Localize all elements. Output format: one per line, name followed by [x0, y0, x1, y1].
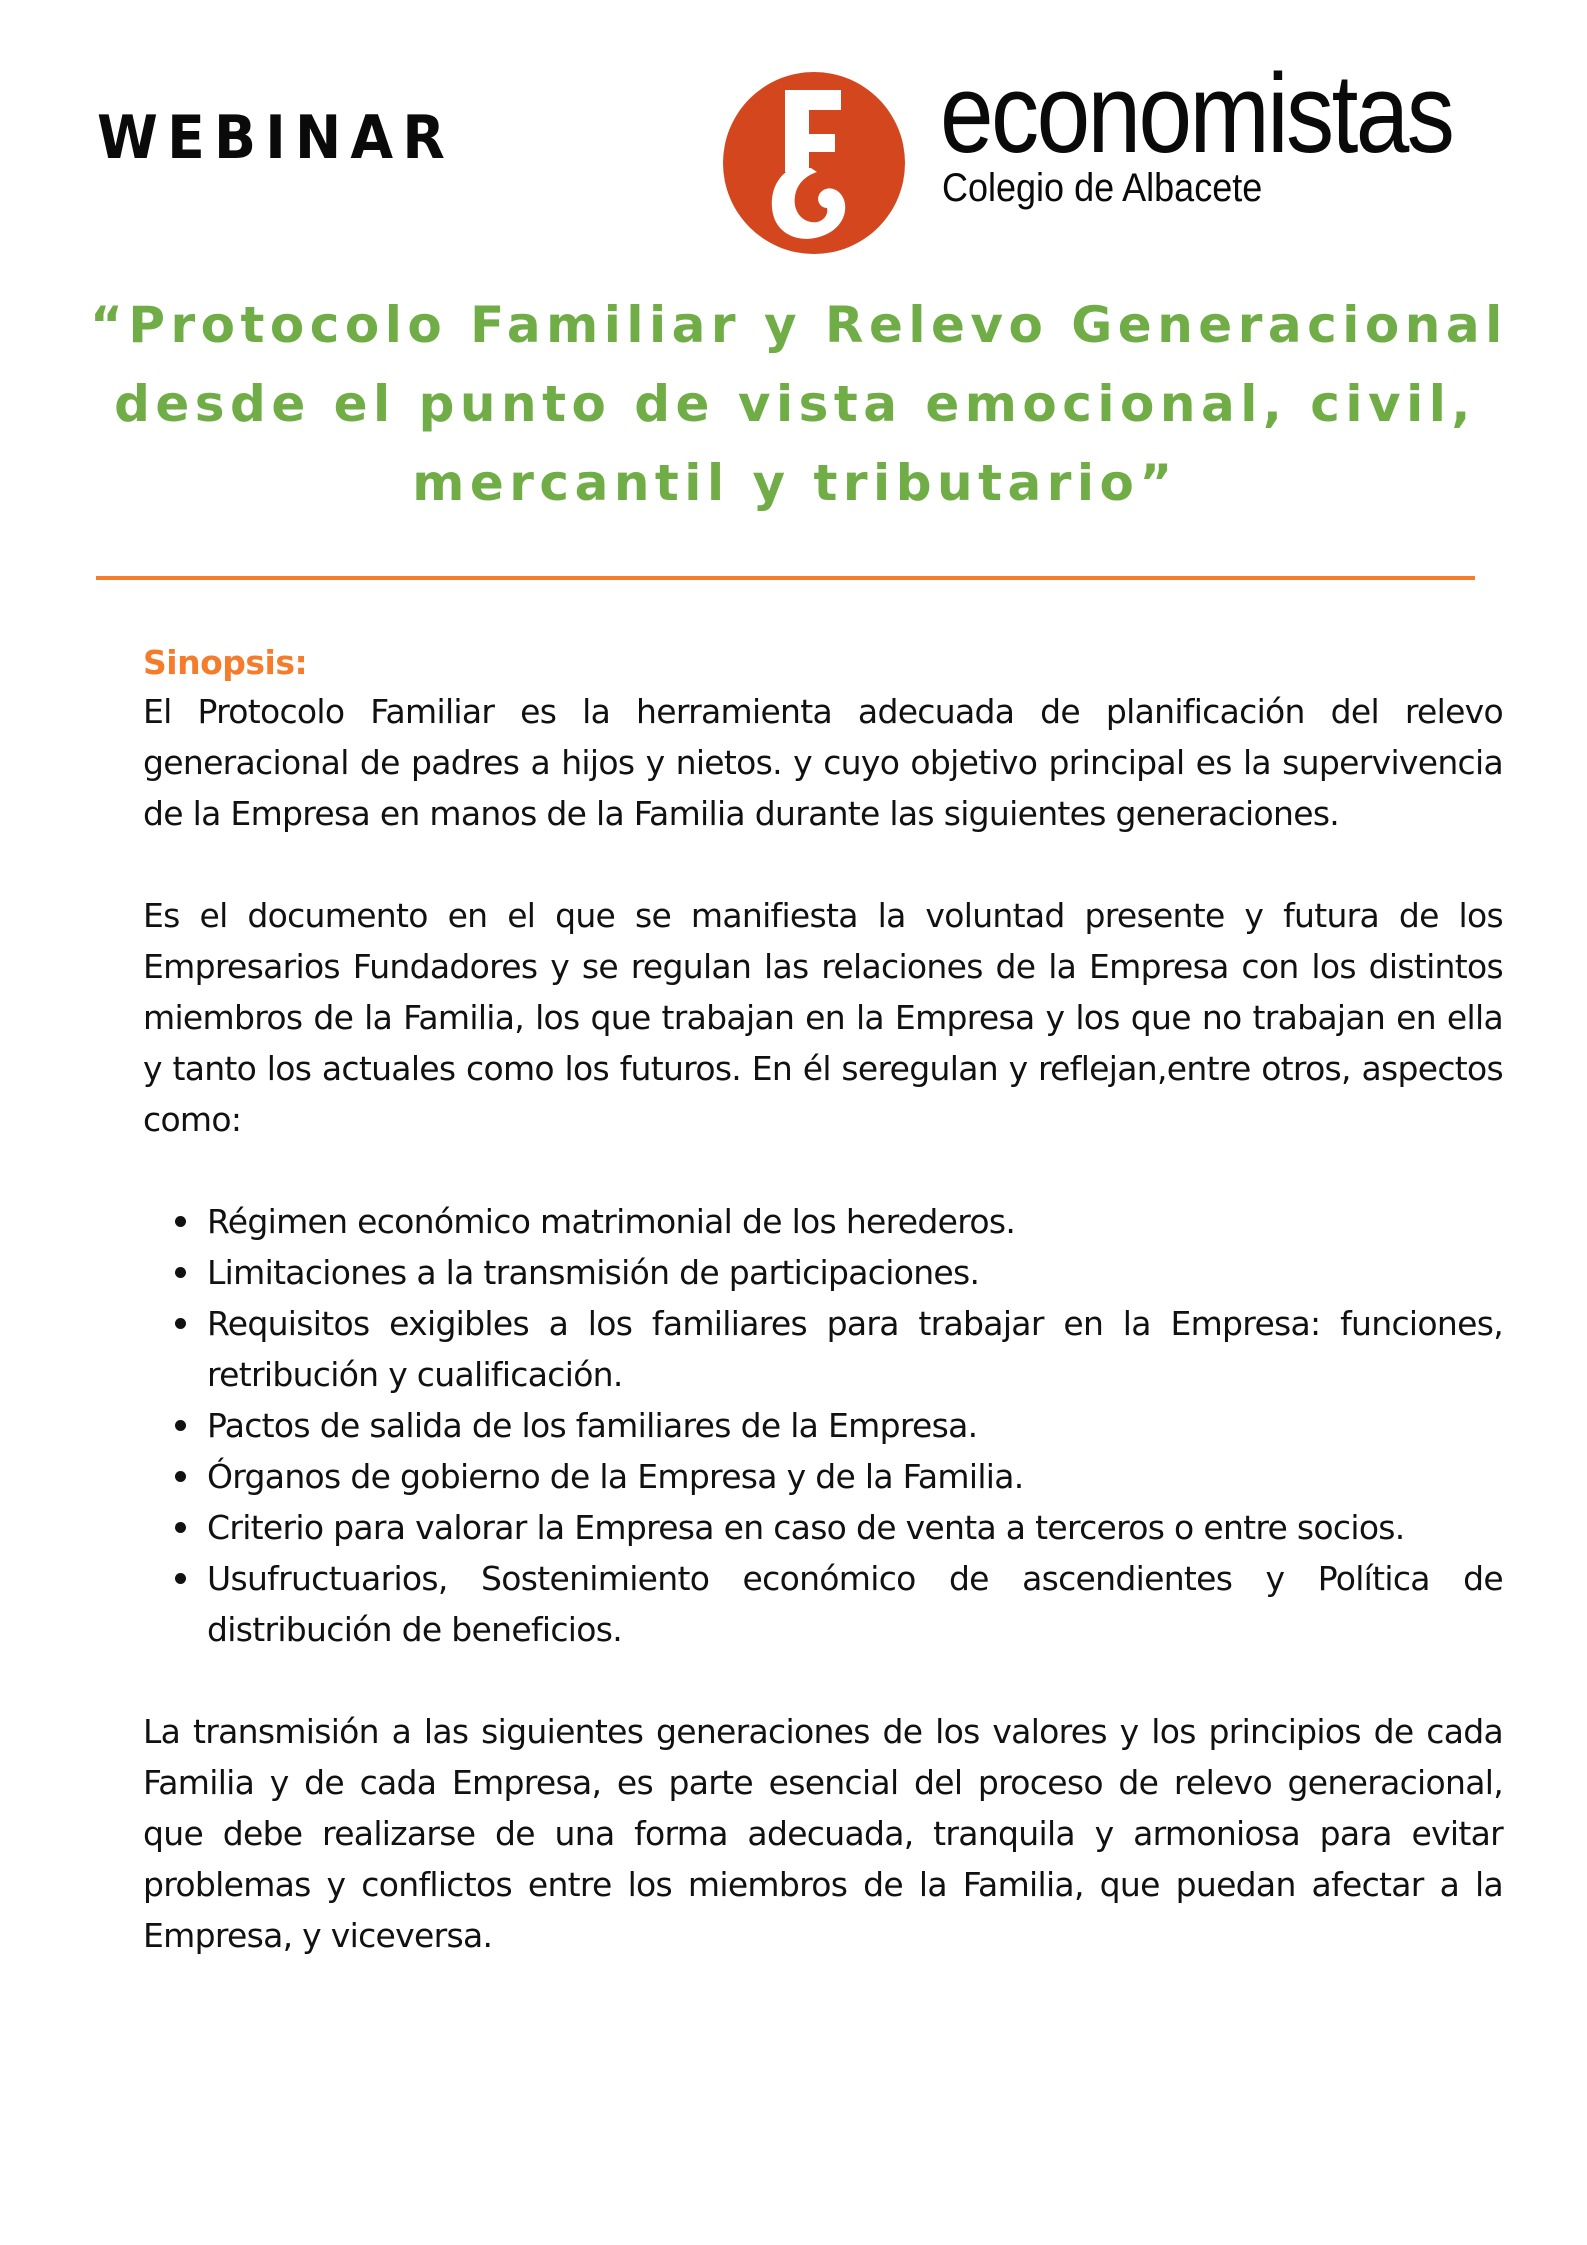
aspects-list — [143, 1196, 1503, 1655]
logo-ec-monogram-icon — [723, 72, 905, 254]
title-line: “Protocolo Familiar y Relevo Generacional — [90, 296, 1508, 354]
list-item-text: Órganos de gobierno de la Empresa y de la Familia. — [207, 1457, 1024, 1496]
list-item-text: Requisitos exigibles a los familiares para trabajar en la Empresa: funciones, retribución y cualificación. — [207, 1304, 1503, 1394]
synopsis-paragraph: La transmisión a las siguientes generaciones de los valores y los principios de cada Familia y de cada Empresa, es parte esencial del proceso de relevo generacional, que debe realizarse de una forma adecuada, tranquila y armoniosa para evitar problemas y conflictos entre los miembros de la Familia, que puedan afectar a la Empresa, y viceversa. — [143, 1712, 1503, 1955]
synopsis-paragraph: El Protocolo Familiar es la herramienta adecuada de planificación del relevo generacional de padres a hijos y nietos. y cuyo objetivo principal es la supervivencia de la Empresa en manos de la Familia durante las siguientes generaciones. — [143, 692, 1503, 833]
list-item-text: Pactos de salida de los familiares de la Empresa. — [207, 1406, 978, 1445]
logo-name: economistas — [940, 51, 1453, 176]
ec-monogram-icon — [723, 72, 905, 254]
logo-subtitle: Colegio de Albacete — [942, 166, 1263, 210]
title-line: desde el punto de vista emocional, civil, — [114, 375, 1476, 433]
webinar-label: WEBINAR — [97, 103, 455, 173]
list-item-text: Criterio para valorar la Empresa en caso de venta a terceros o entre socios. — [207, 1508, 1405, 1547]
title-line: mercantil y tributario” — [412, 454, 1178, 512]
divider — [96, 576, 1475, 580]
list-item-text: Usufructuarios, Sostenimiento económico de ascendientes y Política de distribución de beneficios. — [207, 1559, 1503, 1649]
list-item — [143, 1451, 1503, 1502]
list-item — [143, 1298, 1503, 1400]
list-item — [143, 1502, 1503, 1553]
webinar-title — [90, 286, 1508, 523]
list-item-text: Limitaciones a la transmisión de participaciones. — [207, 1253, 980, 1292]
list-item — [143, 1196, 1503, 1247]
bullet-icon — [175, 1267, 186, 1278]
synopsis-section — [143, 640, 1503, 1961]
synopsis-paragraph: Es el documento en el que se manifiesta la voluntad presente y futura de los Empresarios Fundadores y se regulan las relaciones de la Empresa con los distintos miembros de la Familia, los que trabajan en la Empresa y los que no trabajan en ella y tanto los actuales como los futuros. En él seregulan y reflejan,entre otros, aspectos como: — [143, 896, 1503, 1139]
list-item — [143, 1247, 1503, 1298]
bullet-icon — [175, 1573, 186, 1584]
bullet-icon — [175, 1216, 186, 1227]
bullet-icon — [175, 1471, 186, 1482]
bullet-icon — [175, 1318, 186, 1329]
bullet-icon — [175, 1522, 186, 1533]
list-item-text: Régimen económico matrimonial de los herederos. — [207, 1202, 1016, 1241]
synopsis-label: Sinopsis: — [143, 643, 308, 682]
bullet-icon — [175, 1420, 186, 1431]
list-item — [143, 1553, 1503, 1655]
list-item — [143, 1400, 1503, 1451]
